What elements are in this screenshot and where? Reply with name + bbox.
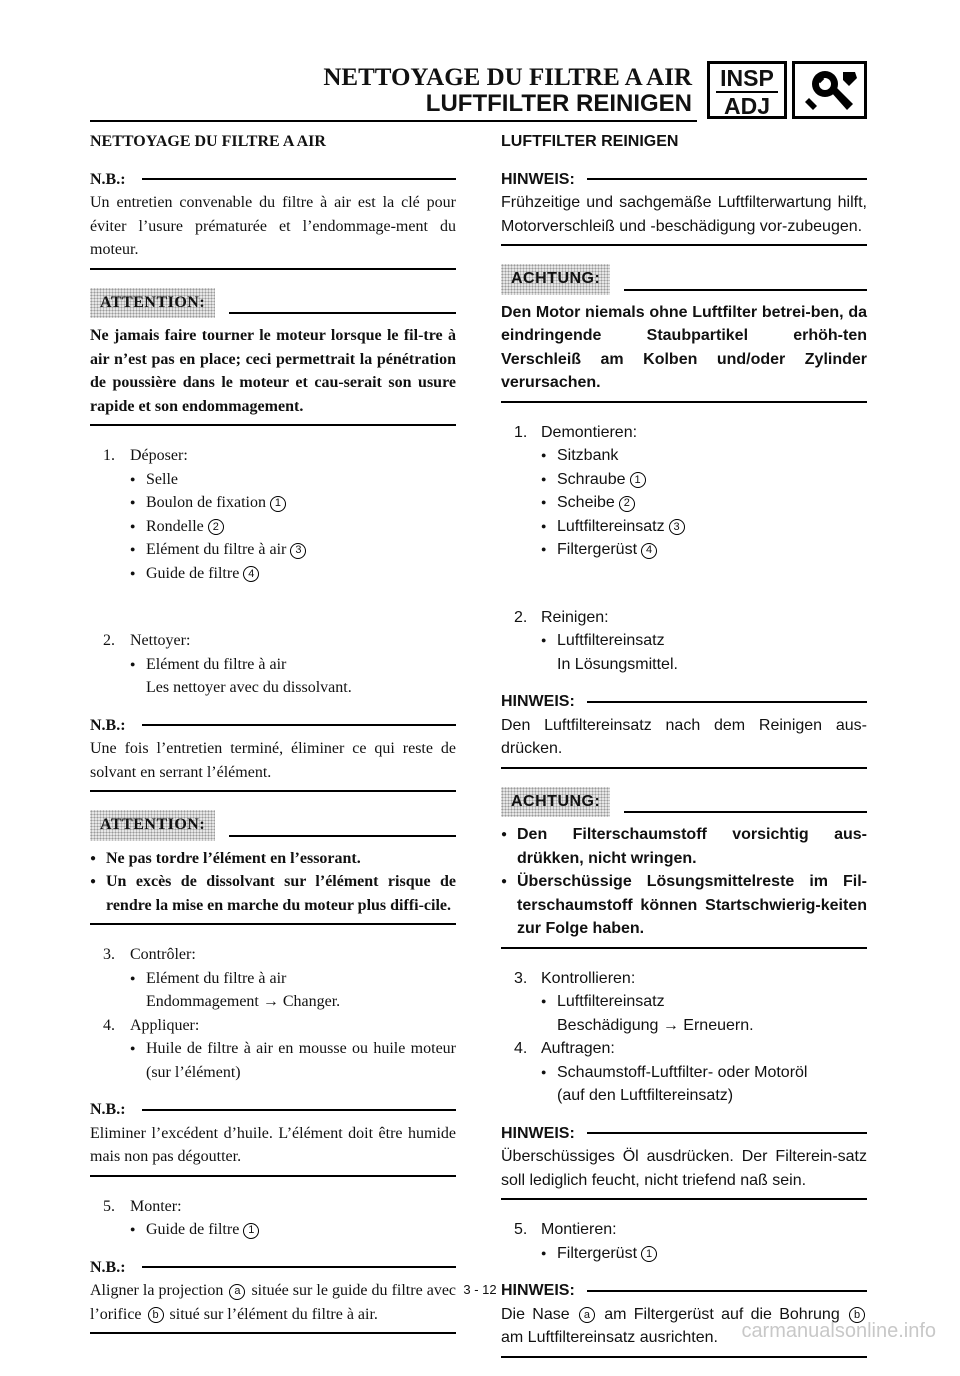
badge-insp: INSP [720,65,774,91]
list-item: ● Schaumstoff-Luftfilter- oder Motoröl [541,1063,808,1081]
attention-item: ● Überschüssige Lösungsmittelreste im Fil-terschaumstoff können Startschwierig-keiten zur Folge haben. [501,870,867,941]
attention-label: ATTENTION: [90,810,215,841]
list-item: ● Selle [130,470,178,488]
step-detail: In Lösungsmittel. [557,655,678,673]
step-label: Déposer: [130,447,188,464]
list-item: ● Luftfiltereinsatz [541,993,665,1010]
attention-list [90,847,456,918]
list-item: ● Filtergerüst 4 [501,538,867,562]
insp-adj-badge [707,61,787,119]
step-number: 2. [103,632,115,649]
attention-item: ● Den Filterschaumstoff vorsichtig aus-drükken, nicht wringen. [501,823,867,870]
note-text: Eliminer l’excédent d’huile. L’élément doit être humide mais non pas dégoutter. [90,1124,456,1165]
note-text-part: Aligner la projection [90,1282,224,1299]
attention-label: ACHTUNG: [501,264,610,295]
step-label: Contrôler: [130,946,196,963]
section-title-de: LUFTFILTER REINIGEN [501,133,679,150]
attention-rule [624,811,867,813]
note-text: Frühzeitige und sachgemäße Luftfilterwartung hilft, Motorverschleiß und -beschädigung vor-zubeugen. [501,194,867,235]
list-item: ● Elément du filtre à air [130,969,287,987]
callout-a: a [229,1284,245,1300]
watermark: carmanualsonline.info [741,1320,936,1342]
callout-4: 4 [641,543,657,559]
note-end-rule [90,790,456,792]
note-rule [587,701,867,703]
step-1 [501,421,867,445]
list-item: ● Schraube 1 [501,468,867,492]
step-number: 1. [514,423,528,441]
list-item: ● Guide de filtre 4 [90,562,456,586]
note-end-rule [501,767,867,769]
step-detail: Les nettoyer avec du dissolvant. [146,679,352,696]
note-label: HINWEIS: [501,170,575,188]
step-number: 4. [103,1016,115,1034]
attention-end-rule [90,424,456,426]
header-title-fr: NETTOYAGE DU FILTRE A AIR [323,64,692,91]
step-5 [501,1218,867,1242]
step-number: 3. [103,946,115,963]
page-number: 3 - 12 [463,1282,497,1297]
note-label: N.B.: [90,170,126,188]
list-item: ● Guide de filtre 1 [90,1218,456,1242]
list-item-text: Selle [146,470,178,488]
attention-end-rule [501,401,867,403]
callout-1: 1 [270,496,286,512]
note-label: HINWEIS: [501,1124,575,1142]
note-rule [142,178,456,180]
list-item-text: Filtergerüst [557,541,638,558]
step-4 [501,1037,867,1061]
attention-header [90,288,456,319]
step-label: Reinigen: [541,608,609,626]
step-number: 1. [103,447,115,464]
callout-1: 1 [641,1246,657,1262]
note-end-rule [501,244,867,246]
note-rule [142,1266,456,1268]
list-item: ● Filtergerüst 1 [501,1242,867,1266]
note-label: HINWEIS: [501,1282,575,1299]
step-number: 2. [514,608,528,626]
step-detail: (auf den Luftfiltereinsatz) [557,1087,734,1104]
step-5 [90,1195,456,1219]
step-2 [501,606,867,630]
step-detail: Endommagement → Changer. [146,993,341,1010]
step-number: 3. [514,969,528,987]
list-item-text: Elément du filtre à air [146,541,287,558]
badge-adj: ADJ [723,93,770,119]
attention-header [90,810,456,841]
note-label: N.B.: [90,716,126,734]
list-item-text: Guide de filtre [146,1221,240,1238]
attention-label: ACHTUNG: [501,787,610,818]
step-1 [90,444,456,468]
note-label: HINWEIS: [501,693,575,710]
step-4 [90,1014,456,1038]
note-text-part: située sur le guide du filtre avec l’orifice [90,1282,457,1323]
list-item-text: Schaumstoff-Luftfilter- oder Motoröl [557,1063,808,1081]
attention-rule [229,835,456,837]
section-title-fr: NETTOYAGE DU FILTRE A AIR [90,133,326,150]
list-item-text: Luftfiltereinsatz [557,632,665,649]
step-3 [501,967,867,991]
step-number: 5. [514,1221,528,1238]
attention-end-rule [501,947,867,949]
list-item-text: Schraube [557,470,626,488]
note-text: Den Luftfiltereinsatz nach dem Reinigen aus-drücken. [501,716,867,757]
note-text-part: situé sur l’élément du filtre à air. [169,1305,378,1323]
attention-header [501,787,867,818]
step-number: 4. [514,1040,528,1057]
list-item: ● Elément du filtre à air 3 [90,538,456,562]
note-rule [587,178,867,180]
step-label: Montieren: [541,1221,617,1238]
list-item-text: Elément du filtre à air [146,655,287,673]
list-item: ● Rondelle 2 [90,515,456,539]
attention-label: ATTENTION: [90,288,215,319]
step-label: Auftragen: [541,1040,615,1057]
attention-text: Den Motor niemals ohne Luftfilter betrei-ben, da eindringende Staubpartikel erhöh-ten Verschleiß am Kolben und/oder Zylinder verursachen. [501,303,867,391]
attention-rule [229,312,456,314]
note-header [501,690,867,714]
callout-b: b [849,1307,865,1323]
callout-4: 4 [243,566,259,582]
list-item-text: Scheibe [557,494,615,511]
callout-3: 3 [669,519,685,535]
list-item: ● Boulon de fixation 1 [90,491,456,515]
list-item: ● Huile de filtre à air en mousse ou huile moteur (sur l’élément) [130,1040,456,1081]
step-label: Monter: [130,1197,182,1215]
list-item-text: Luftfiltereinsatz [557,517,665,535]
step-3 [90,943,456,967]
note-end-rule [90,268,456,270]
callout-3: 3 [290,543,306,559]
note-rule [587,1132,867,1134]
note-header [90,168,456,192]
list-item: ● Sitzbank [541,447,619,464]
note-header [90,714,456,738]
note-text: Un entretien convenable du filtre à air est la clé pour éviter l’usure prématurée et l’endommage-ment du moteur. [90,194,456,258]
callout-2: 2 [208,519,224,535]
note-text-part: am Luftfiltereinsatz ausrichten. [501,1329,718,1346]
note-end-rule [90,1175,456,1177]
step-label: Kontrollieren: [541,969,636,987]
header-title-de: LUFTFILTER REINIGEN [425,90,692,117]
step-label: Nettoyer: [130,632,191,649]
step-label: Demontieren: [541,423,638,441]
list-item-text: Boulon de fixation [146,494,266,511]
note-rule [142,724,456,726]
list-item: ● Elément du filtre à air [130,655,287,673]
note-end-rule [501,1198,867,1200]
step-number: 5. [103,1197,115,1215]
note-label: N.B.: [90,1258,126,1276]
attention-list [501,823,867,941]
french-column [90,130,456,1352]
note-end-rule [501,1356,867,1358]
note-text: Une fois l’entretien terminé, éliminer ce qui reste de solvant en serrant l’élément. [90,740,456,781]
note-text-part: Die Nase [501,1305,570,1323]
note-rule [142,1109,456,1111]
wrench-icon [792,61,867,119]
attention-item: ● Ne pas tordre l’élément en l’essorant. [90,847,456,871]
german-column [501,130,867,1376]
list-item-text: Huile de filtre à air en mousse ou huile moteur (sur l’élément) [146,1040,456,1081]
list-item-text: Rondelle [146,517,204,535]
attention-text: Ne jamais faire tourner le moteur lorsque le fil-tre à air n’est pas en place; ceci permettrait la pénétration de poussière dans le moteur et cau-serait son usure rapide et son endommagement. [90,327,456,415]
list-item: ● Luftfiltereinsatz 3 [501,515,867,539]
attention-header [501,264,867,295]
attention-end-rule [90,923,456,925]
note-header [501,1122,867,1146]
list-item-text: Guide de filtre [146,564,240,582]
note-label: N.B.: [90,1101,126,1118]
list-item: ● Luftfiltereinsatz [541,632,665,649]
list-item-text: Luftfiltereinsatz [557,993,665,1010]
callout-1: 1 [243,1223,259,1239]
callout-b: b [148,1307,164,1323]
step-label: Appliquer: [130,1016,200,1034]
step-2 [90,629,456,653]
note-header [90,1256,456,1280]
callout-1: 1 [630,472,646,488]
attention-item: ● Un excès de dissolvant sur l’élément risque de rendre la mise en marche du moteur plus diffi-cile. [90,870,456,917]
header-rule [90,120,697,122]
list-item-text: Sitzbank [557,447,619,464]
list-item-text: Elément du filtre à air [146,969,287,987]
list-item-text: Filtergerüst [557,1244,638,1262]
note-text-part: am Filtergerüst auf die Bohrung [604,1305,840,1323]
note-text: Überschüssiges Öl ausdrücken. Der Filterein-satz soll lediglich feucht, nicht triefend naß sein. [501,1148,867,1189]
callout-a: a [579,1307,595,1323]
note-end-rule [90,1332,456,1334]
list-item: ● Scheibe 2 [501,491,867,515]
note-header [90,1098,456,1122]
step-detail: Beschädigung → Erneuern. [557,1016,754,1034]
note-header [501,168,867,192]
callout-2: 2 [619,496,635,512]
attention-rule [624,289,867,291]
